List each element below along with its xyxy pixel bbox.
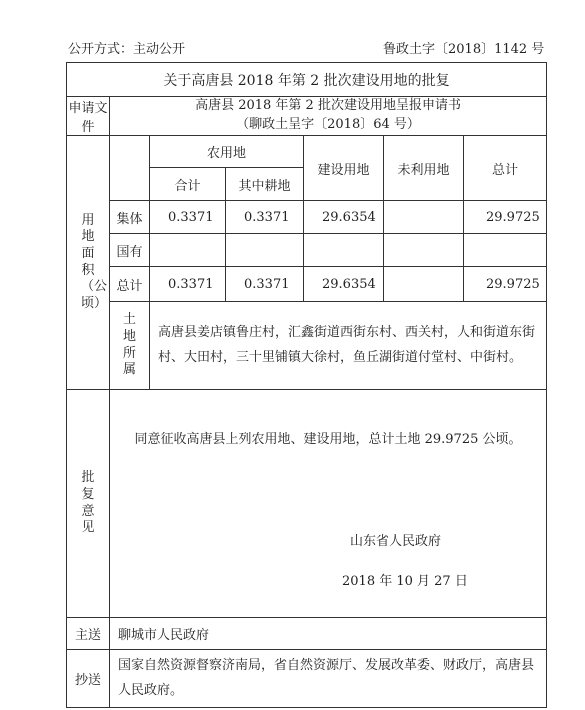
state-owned-subtotal [150,234,226,267]
application-line-2: （聊政土呈字〔2018〕64 号） [236,117,420,132]
table-row-total [67,267,547,302]
arable-land-header: 其中耕地 [226,168,304,201]
main-recipient-label: 主送 [67,618,110,650]
row-header-blank [110,136,150,201]
table-row-collective [67,201,547,234]
table-row-state-owned [67,234,547,267]
opinion-signer: 山东省人民政府 [350,534,442,549]
cc-text: 国家自然资源督察济南局，省自然资源厅、发展改革委、财政厅，高唐县人民政府。 [110,650,547,708]
state-owned-unused [384,234,464,267]
row-label-collective: 集体 [110,201,150,234]
row-label-total: 总计 [110,267,150,302]
application-label: 申请文件 [67,97,110,136]
total-total: 29.9725 [464,267,547,302]
main-recipient-text: 聊城市人民政府 [110,618,547,650]
construction-land-header: 建设用地 [304,136,384,201]
ownership-text: 高唐县姜店镇鲁庄村，汇鑫街道西街东村、西关村，人和街道东街村、大田村，三十里铺镇大徐村，鱼丘湖街道付堂村、中街村。 [150,302,547,390]
opinion-cell [110,390,547,618]
state-owned-total [464,234,547,267]
state-owned-arable [226,234,304,267]
ownership-label: 土地所属 [122,312,136,378]
agri-subtotal-header: 合计 [150,168,226,201]
state-owned-construction [304,234,384,267]
document-title: 关于高唐县 2018 年第 2 批次建设用地的批复 [67,63,547,97]
cc-label: 抄送 [67,650,110,708]
opinion-label-cell [67,390,110,618]
opinion-date: 2018 年 10 月 27 日 [342,574,468,589]
agri-land-header: 农用地 [150,136,304,168]
area-label-cell [67,136,110,390]
total-subtotal: 0.3371 [150,267,226,302]
document-number: 鲁政土字〔2018〕1142 号 [383,42,545,57]
collective-subtotal: 0.3371 [150,201,226,234]
disclosure-method: 公开方式：主动公开 [68,42,186,57]
collective-total: 29.9725 [464,201,547,234]
ownership-label-cell [110,302,150,390]
opinion-text: 同意征收高唐县上列农用地、建设用地，总计土地 29.9725 公顷。 [134,432,522,447]
row-label-state-owned: 国有 [110,234,150,267]
total-unused [384,267,464,302]
collective-arable: 0.3371 [226,201,304,234]
application-document [110,97,547,136]
collective-construction: 29.6354 [304,201,384,234]
total-header: 总计 [464,136,547,201]
area-label: 用地面积（公顷） [81,212,108,311]
total-arable: 0.3371 [226,267,304,302]
approval-table [66,62,547,708]
unused-land-header: 未利用地 [384,136,464,201]
total-construction: 29.6354 [304,267,384,302]
application-line-1: 高唐县 2018 年第 2 批次建设用地呈报申请书 [195,98,461,114]
opinion-label: 批复意见 [81,470,95,536]
collective-unused [384,201,464,234]
